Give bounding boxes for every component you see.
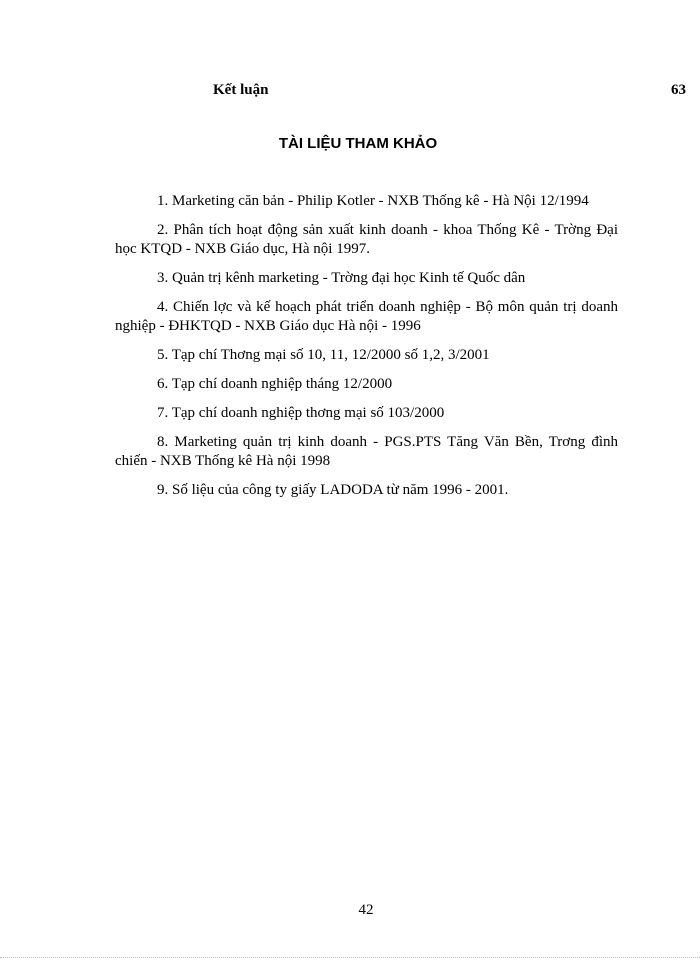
reference-item-5: 5. Tạp chí Thơng mại số 10, 11, 12/2000 số 1,2, 3/2001 (157, 347, 490, 363)
reference-item-2: 2. Phân tích hoạt động sản xuất kinh doanh - khoa Thống Kê - Trờng Đại học KTQD - NXB Giáo dục, Hà nội 1997. (115, 222, 618, 257)
page-title: TÀI LIỆU THAM KHẢO (278, 135, 438, 152)
reference-item-7: 7. Tạp chí doanh nghiệp thơng mại số 103/2000 (157, 405, 445, 421)
running-header-section: Kết luận (213, 82, 269, 98)
reference-item-4: 4. Chiến lợc và kế hoạch phát triển doanh nghiệp - Bộ môn quản trị doanh nghiệp - ĐHKTQD - NXB Giáo dục Hà nội - 1996 (115, 299, 618, 334)
reference-item-1: 1. Marketing căn bản - Philip Kotler - NXB Thống kê - Hà Nội 12/1994 (157, 193, 589, 209)
reference-item-6: 6. Tạp chí doanh nghiệp tháng 12/2000 (157, 376, 393, 392)
reference-item-9: 9. Số liệu của công ty giấy LADODA từ năm 1996 - 2001. (157, 482, 509, 498)
page-bottom-divider (0, 957, 700, 958)
reference-item-8: 8. Marketing quản trị kinh doanh - PGS.PTS Tăng Văn Bền, Trơng đình chiến - NXB Thống kê Hà nội 1998 (115, 434, 618, 469)
reference-item-3: 3. Quản trị kênh marketing - Trờng đại học Kinh tế Quốc dân (157, 270, 526, 286)
footer-page-number: 42 (358, 902, 374, 918)
reference-list (115, 192, 618, 510)
running-header-page: 63 (671, 82, 686, 98)
